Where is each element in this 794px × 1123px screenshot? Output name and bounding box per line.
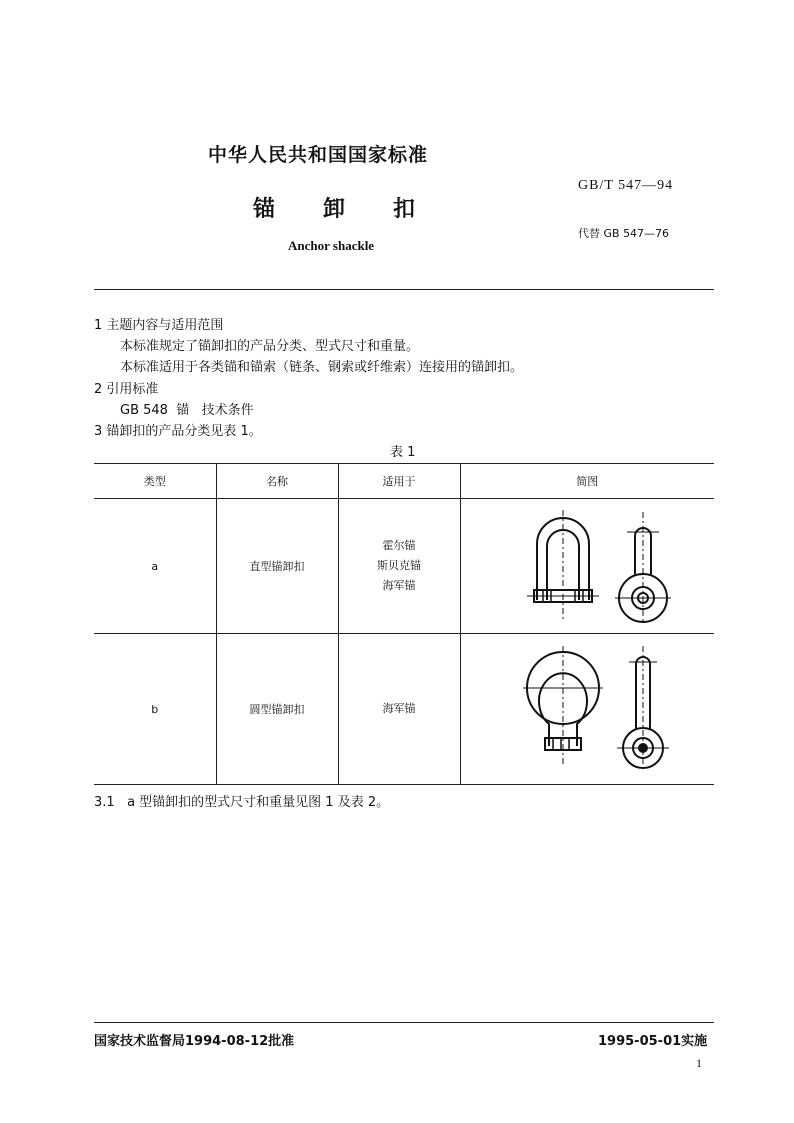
row-anchors xyxy=(338,634,460,785)
straight-shackle-sketch-icon xyxy=(467,502,707,628)
anchor-item: 海军锚 xyxy=(382,579,416,592)
header-sketch: 简图 xyxy=(460,464,714,499)
table-row xyxy=(94,499,714,634)
section-3-1: 3.1 a 型锚卸扣的型式尺寸和重量见图 1 及表 2。 xyxy=(94,795,390,810)
classification-table xyxy=(94,463,714,785)
page-number: 1 xyxy=(696,1056,702,1070)
section-3-heading: 3 锚卸扣的产品分类见表 1。 xyxy=(94,424,262,439)
header-applicable: 适用于 xyxy=(338,464,460,499)
row-type: b xyxy=(94,634,216,785)
row-name: 圆型锚卸扣 xyxy=(216,634,338,785)
section-2-heading: 2 引用标准 xyxy=(94,382,159,397)
approval-line: 国家技术监督局1994-08-12批准 xyxy=(94,1034,295,1049)
anchor-item: 海军锚 xyxy=(382,702,416,715)
table-header-row xyxy=(94,464,714,499)
section-1-paragraph-1: 本标准规定了锚卸扣的产品分类、型式尺寸和重量。 xyxy=(120,339,420,354)
english-title: Anchor shackle xyxy=(288,238,375,253)
row-sketch xyxy=(460,499,714,634)
row-sketch xyxy=(460,634,714,785)
anchor-item: 霍尔锚 xyxy=(382,539,416,552)
section-2-reference: GB 548 锚 技术条件 xyxy=(120,403,254,418)
row-anchors xyxy=(338,499,460,634)
section-1-paragraph-2: 本标准适用于各类锚和锚索（链条、钢索或纤维索）连接用的锚卸扣。 xyxy=(120,360,524,375)
table-row xyxy=(94,634,714,785)
round-shackle-sketch-icon xyxy=(467,638,707,778)
section-1-heading: 1 主题内容与适用范围 xyxy=(94,318,224,333)
anchor-item: 斯贝克锚 xyxy=(377,559,421,572)
document-title: 锚卸扣 xyxy=(253,197,464,222)
replaces-standard: 代替 GB 547—76 xyxy=(578,227,670,240)
header-type: 类型 xyxy=(94,464,216,499)
row-type: a xyxy=(94,499,216,634)
row-name: 直型锚卸扣 xyxy=(216,499,338,634)
national-standard-heading: 中华人民共和国国家标准 xyxy=(208,144,429,166)
footer-divider xyxy=(94,1022,714,1023)
header-divider xyxy=(94,289,714,290)
table-1-caption: 表 1 xyxy=(390,445,416,460)
standard-number: GB/T 547—94 xyxy=(578,178,674,193)
header-name: 名称 xyxy=(216,464,338,499)
effective-date: 1995-05-01实施 xyxy=(598,1034,708,1049)
